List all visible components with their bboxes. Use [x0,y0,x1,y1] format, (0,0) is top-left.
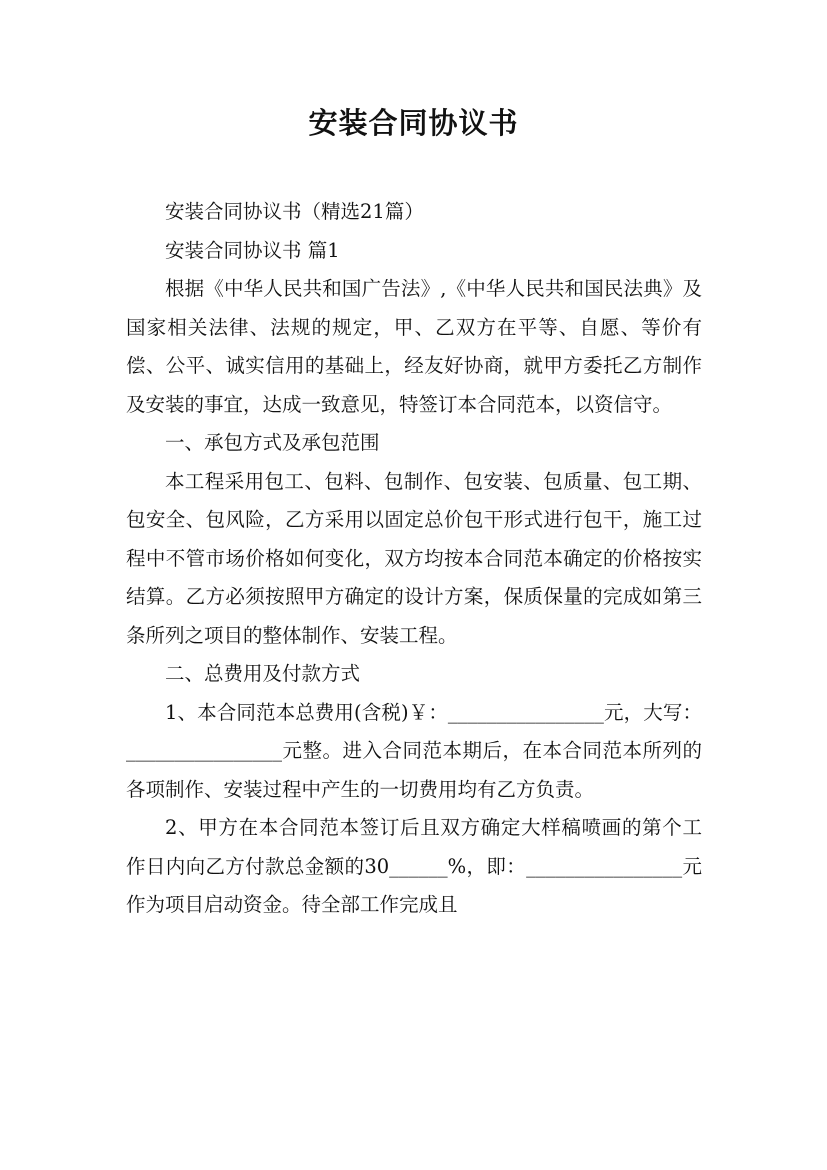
paragraph-contract-scope: 本工程采用包工、包料、包制作、包安装、包质量、包工期、包安全、包风险，乙方采用以固定总价包干形式进行包干，施工过程中不管市场价格如何变化，双方均按本合同范本确定的价格按实结算。乙方必须按照甲方确定的设计方案，保质保量的完成如第三条所列之项目的整体制作、安装工程。 [126,469,702,647]
paragraph-heading-contract-scope: 一、承包方式及承包范围 [165,431,380,454]
paragraph-subtitle: 安装合同协议书（精选21篇） [165,200,424,223]
paragraph-payment-1: 1、本合同范本总费用(含税)￥：________________元，大写：________________元整。进入合同范本期后，在本合同范本所列的各项制作、安装过程中产生的一切费用均有乙方负责。 [126,700,702,801]
paragraph-section-heading: 安装合同协议书 篇1 [165,238,340,262]
paragraph-preamble: 根据《中华人民共和国广告法》,《中华人民共和国民法典》及国家相关法律、法规的规定，甲、乙双方在平等、自愿、等价有偿、公平、诚实信用的基础上，经友好协商，就甲方委托乙方制作及安装的事宜，达成一致意见，特签订本合同范本，以资信守。 [126,277,702,416]
document-body [126,193,702,925]
paragraph-payment-2: 2、甲方在本合同范本签订后且双方确定大样稿喷画的第个工作日内向乙方付款总金额的30______%，即：________________元作为项目启动资金。待全部工作完成且 [126,816,702,916]
document-title: 安装合同协议书 [308,106,519,140]
paragraph-heading-payment: 二、总费用及付款方式 [165,662,361,685]
